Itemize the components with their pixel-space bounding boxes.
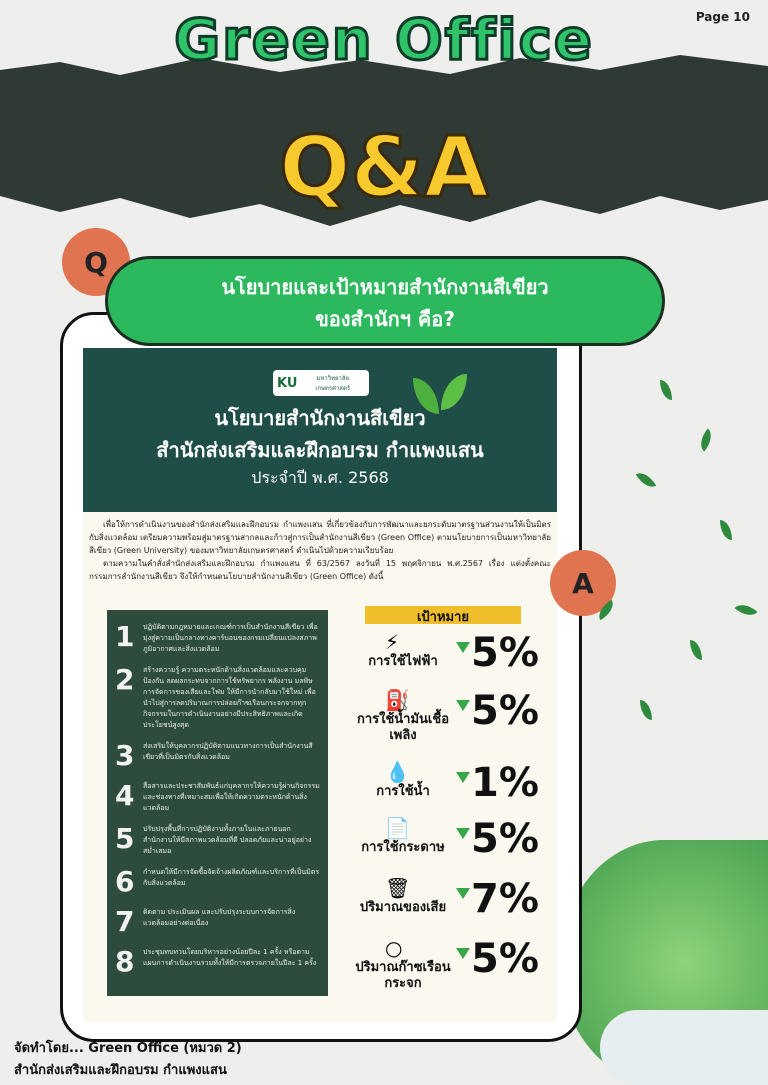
- policy-item: [115, 947, 320, 977]
- target-value: 7%: [471, 876, 539, 922]
- policy-text: ส่งเสริมให้บุคลากรปฏิบัติตามแนวทางการเป็นสำนักงานสีเขียวที่เป็นมิตรกับสิ่งแวดล้อม: [143, 742, 313, 761]
- policy-number: 2: [115, 663, 135, 696]
- policy-text: ปรับปรุงพื้นที่การปฏิบัติงานทั้งภายในและภายนอกสำนักงานให้มีสภาพแวดล้อมที่ดี ปลอดภัยและน่าอยู่อย่างสม่ำเสมอ: [143, 825, 312, 855]
- target-item: [353, 630, 553, 690]
- q-badge: Q: [62, 228, 130, 296]
- down-arrow-icon: [456, 700, 470, 711]
- page-title: Green Office: [174, 8, 594, 73]
- footer-credit: จัดทำโดย... Green Office (หมวด 2) สำนักส่งเสริมและฝึกอบรม กำแพงแสน: [14, 1041, 242, 1078]
- policy-number: 3: [115, 739, 135, 772]
- target-value: 5%: [471, 630, 539, 676]
- target-label: การใช้ไฟฟ้า: [368, 654, 438, 669]
- target-item: [353, 760, 553, 820]
- policy-number: 8: [115, 945, 135, 978]
- question-bubble: [105, 256, 665, 346]
- down-arrow-icon: [456, 828, 470, 839]
- target-label: ปริมาณก๊าซเรือนกระจก: [355, 960, 451, 991]
- target-item: [353, 816, 553, 876]
- document-header: [83, 348, 557, 512]
- target-item: [353, 876, 553, 936]
- down-arrow-icon: [456, 888, 470, 899]
- water-drop-icon: 💧: [385, 760, 410, 784]
- target-label: ปริมาณของเสีย: [359, 900, 447, 915]
- target-label: การใช้น้ำ: [376, 784, 430, 799]
- document-title: นโยบายสำนักงานสีเขียว: [214, 406, 426, 430]
- policy-number: 6: [115, 865, 135, 898]
- policy-text: กำหนดให้มีการจัดซื้อจัดจ้างผลิตภัณฑ์และบริการที่เป็นมิตรกับสิ่งแวดล้อม: [143, 868, 320, 887]
- ku-logo: KU มหาวิทยาลัยเกษตรศาสตร์: [273, 370, 369, 396]
- policy-text: ติดตาม ประเมินผล และปรับปรุงระบบการจัดการสิ่งแวดล้อมอย่างต่อเนื่อง: [143, 908, 296, 927]
- policy-number: 5: [115, 822, 135, 855]
- target-label: การใช้กระดาษ: [361, 840, 445, 855]
- target-value: 5%: [471, 688, 539, 734]
- policy-item: [115, 824, 320, 857]
- target-item: [353, 688, 553, 748]
- policy-item: [115, 781, 320, 814]
- gas-bubbles-icon: ○: [385, 936, 403, 960]
- down-arrow-icon: [456, 948, 470, 959]
- policy-item: [115, 867, 320, 897]
- policy-number: 7: [115, 905, 135, 938]
- page-number: Page 10: [695, 10, 750, 24]
- policy-text: ปฏิบัติตามกฎหมายและเกณฑ์การเป็นสำนักงานสีเขียว เพื่อมุ่งสู่ความเป็นกลางทางคาร์บอนของกรมเปลี่ยนแปลงสภาพภูมิอากาศและสิ่งแวดล้อม: [143, 623, 318, 653]
- question-line-2: ของสำนักฯ คือ?: [315, 307, 455, 331]
- down-arrow-icon: [456, 772, 470, 783]
- waste-icon: 🗑: [385, 876, 411, 900]
- document-subtitle: สำนักส่งเสริมและฝึกอบรม กำแพงแสน: [156, 438, 484, 462]
- a-badge: A: [550, 550, 616, 616]
- policy-item: [115, 741, 320, 771]
- qa-heading: Q&A: [279, 118, 489, 216]
- question-line-1: นโยบายและเป้าหมายสำนักงานสีเขียว: [221, 275, 549, 299]
- down-arrow-icon: [456, 642, 470, 653]
- intro-text: เพื่อให้การดำเนินงานของสำนักส่งเสริมและฝึกอบรม กำแพงแสน ที่เกี่ยวข้องกับการพัฒนาและยกระดับมาตรฐานส่วนงานให้เป็นมิตรกับสิ่งแวดล้อม เตรียมความพร้อมสู่มาตรฐานสากลและก้าวสู่การเป็นสำนักงานสีเขียว (Green Office) ตามนโยบายการเป็นมหาวิทยาลัยสีเขียว (Green University) ของมหาวิทยาลัยเกษตรศาสตร์ ดำเนินไปด้วยความเรียบร้อย ตามความในคำสั่งสำนักส่งเสริมและฝึกอบรม กำแพงแสน ที่ 63/2567 ลงวันที่ 15 พฤศจิกายน พ.ศ.2567 เรื่อง แต่งตั้งคณะกรรมการสำนักงานสีเขียว จึงให้กำหนดนโยบายสำนักงานสีเขียว (Green Office) ดังนี้: [89, 520, 551, 581]
- target-value: 5%: [471, 936, 539, 982]
- policy-list: [107, 610, 328, 996]
- policy-number: 1: [115, 620, 135, 653]
- paper-stack-icon: 📄: [385, 816, 410, 840]
- clouds: [600, 1010, 768, 1085]
- policy-text: ประชุมทบทวนโดยบริหารอย่างน้อยปีละ 1 ครั้ง หรือตามแผนการดำเนินงานรวมทั้งให้มีการตรวจภายในปีละ 1 ครั้ง: [143, 948, 317, 967]
- goal-label: เป้าหมาย: [365, 606, 521, 624]
- target-value: 5%: [471, 816, 539, 862]
- target-value: 1%: [471, 760, 539, 806]
- policy-item: [115, 907, 320, 937]
- policy-text: สร้างความรู้ ความตระหนักด้านสิ่งแวดล้อมและควบคุม ป้องกัน ลดผลกระทบจากการใช้ทรัพยากร พลังงาน มลพิษ การจัดการของเสียและโฟม ให้มีการนำกลับมาใช้ใหม่ เพื่อนำไปสู่การลดปริมาณการปล่อยก๊าซเรือนกระจกจากทุกกิจกรรมในการดำเนินงานอย่างมีประสิทธิภาพและเกิดประโยชน์สูงสุด: [143, 666, 316, 729]
- policy-item: [115, 665, 320, 731]
- fuel-can-icon: ⛽: [385, 688, 410, 712]
- policy-document: [83, 348, 557, 1022]
- lightning-icon: ⚡: [385, 630, 400, 654]
- target-label: การใช้น้ำมันเชื้อเพลิง: [356, 712, 450, 743]
- policy-text: สื่อสารและประชาสัมพันธ์แก่บุคลากรให้ความรู้ผ่านกิจกรรมและช่องทางที่เหมาะสมเพื่อให้เกิดความตระหนักด้านสิ่งแวดล้อม: [143, 782, 320, 812]
- target-item: [353, 936, 553, 996]
- policy-item: [115, 622, 320, 655]
- policy-number: 4: [115, 779, 135, 812]
- document-year: ประจำปี พ.ศ. 2568: [251, 468, 389, 487]
